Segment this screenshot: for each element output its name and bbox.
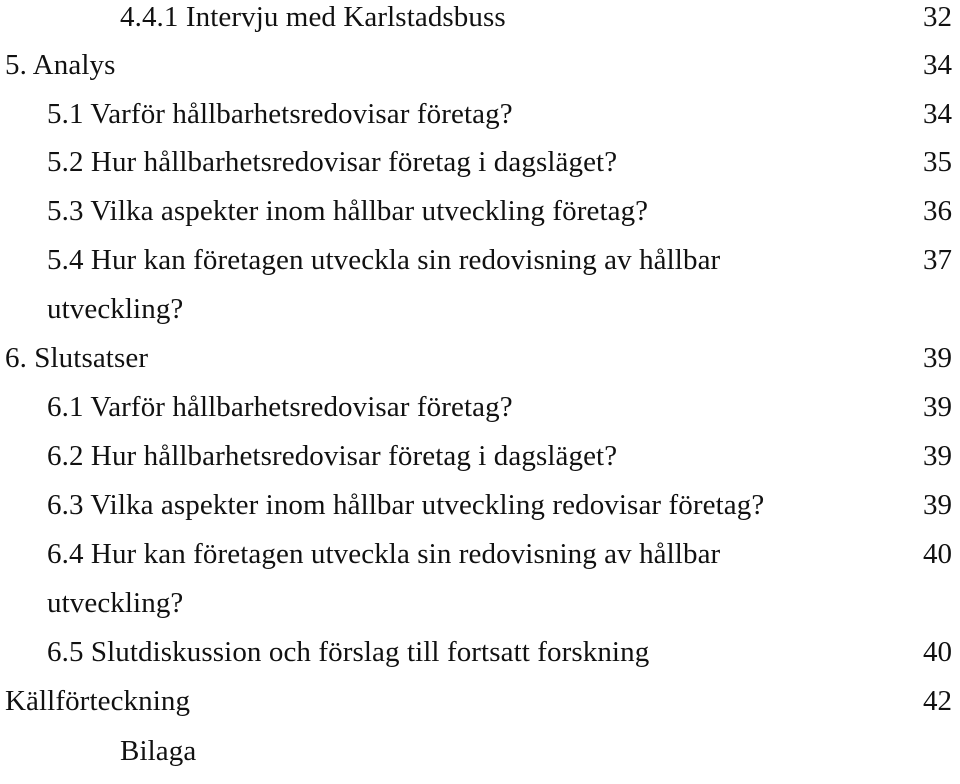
- toc-entry-6-4: 6.4 Hur kan företagen utveckla sin redovisning av hållbar: [47, 538, 721, 570]
- toc-page-number: 37: [923, 244, 952, 276]
- toc-entry-5-1: 5.1 Varför hållbarhetsredovisar företag?: [47, 98, 513, 130]
- toc-page-number: 34: [923, 49, 952, 81]
- toc-page-number: 34: [923, 98, 952, 130]
- toc-page-number: 32: [923, 1, 952, 33]
- toc-entry-6-1: 6.1 Varför hållbarhetsredovisar företag?: [47, 391, 513, 423]
- toc-entry-bilaga: Bilaga: [120, 735, 197, 767]
- toc-entry-5: 5. Analys: [5, 49, 116, 81]
- toc-entry-4-4-1: 4.4.1 Intervju med Karlstadsbuss: [120, 1, 506, 33]
- toc-entry-6-3: 6.3 Vilka aspekter inom hållbar utveckling redovisar företag?: [47, 489, 765, 521]
- toc-entry-6: 6. Slutsatser: [5, 342, 149, 374]
- toc-entry-6-5: 6.5 Slutdiskussion och förslag till fortsatt forskning: [47, 636, 650, 668]
- toc-page-number: 40: [923, 636, 952, 668]
- toc-page-number: 40: [923, 538, 952, 570]
- toc-entry-5-4-continuation: utveckling?: [47, 293, 184, 325]
- toc-entry-5-2: 5.2 Hur hållbarhetsredovisar företag i dagsläget?: [47, 146, 618, 178]
- toc-entry-kallforteckning: Källförteckning: [5, 685, 191, 717]
- toc-entry-5-4: 5.4 Hur kan företagen utveckla sin redovisning av hållbar: [47, 244, 721, 276]
- toc-page-number: 39: [923, 391, 952, 423]
- toc-entry-6-4-continuation: utveckling?: [47, 587, 184, 619]
- toc-page-number: 35: [923, 146, 952, 178]
- toc-entry-5-3: 5.3 Vilka aspekter inom hållbar utveckling företag?: [47, 195, 649, 227]
- toc-page-number: 39: [923, 342, 952, 374]
- toc-entry-6-2: 6.2 Hur hållbarhetsredovisar företag i dagsläget?: [47, 440, 618, 472]
- toc-page-number: 39: [923, 489, 952, 521]
- toc-page-number: 42: [923, 685, 952, 717]
- toc-page-number: 36: [923, 195, 952, 227]
- toc-page-number: 39: [923, 440, 952, 472]
